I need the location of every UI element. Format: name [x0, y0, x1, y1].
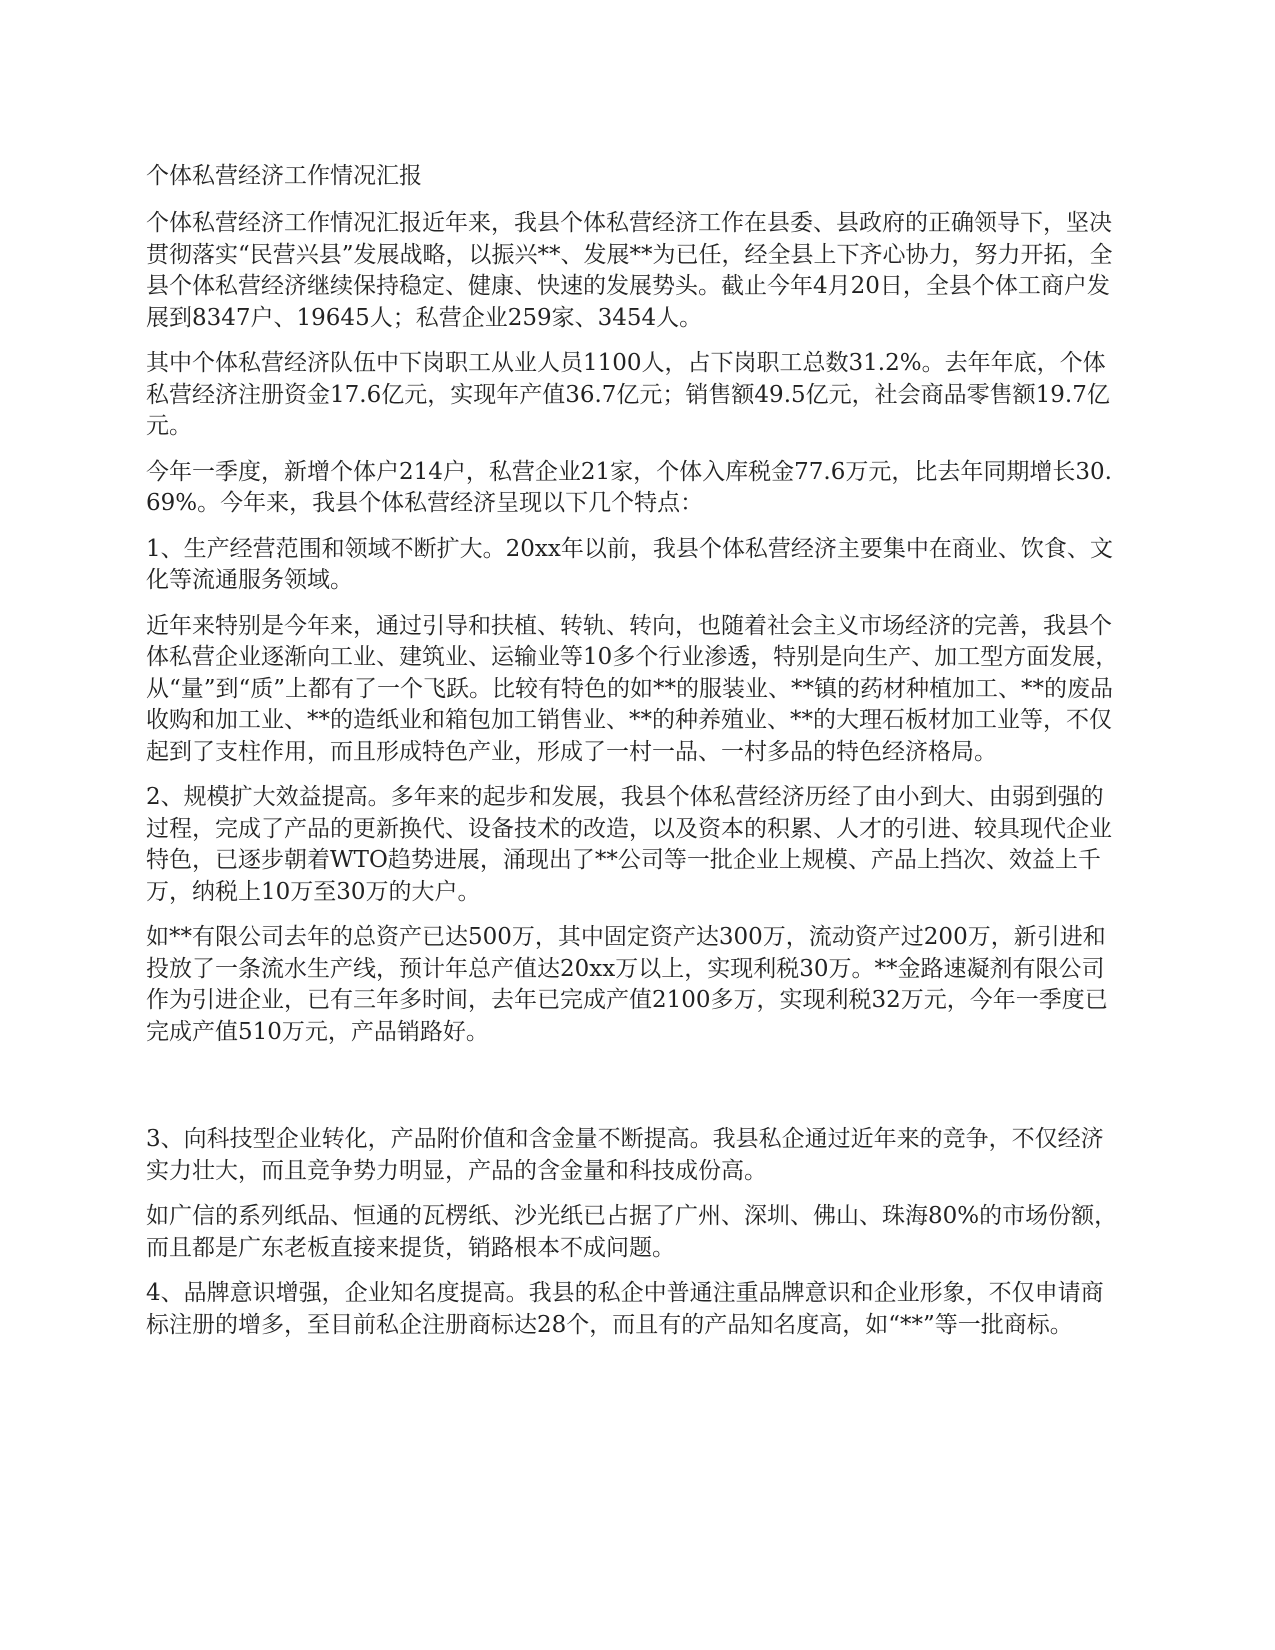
paragraph: 如**有限公司去年的总资产已达500万，其中固定资产达300万，流动资产过200万，新引进和投放了一条流水生产线，预计年总产值达20xx万以上，实现利税30万。**金路速凝剂有限公司作为引进企业，已有三年多时间，去年已完成产值2100多万，实现利税32万元，今年一季度已完成产值510万元，产品销路好。 — [146, 924, 1108, 1045]
paragraph: 如广信的系列纸品、恒通的瓦楞纸、沙光纸已占据了广州、深圳、佛山、珠海80%的市场份额，而且都是广东老板直接来提货，销路根本不成问题。 — [146, 1203, 1118, 1261]
paragraph: 3、向科技型企业转化，产品附价值和含金量不断提高。我县私企通过近年来的竞争，不仅经济实力壮大，而且竞争势力明显，产品的含金量和科技成份高。 — [146, 1126, 1104, 1184]
paragraph: 其中个体私营经济队伍中下岗职工从业人员1100人，占下岗职工总数31.2%。去年年底，个体私营经济注册资金17.6亿元，实现年产值36.7亿元；销售额49.5亿元，社会商品零售额19.7亿元。 — [146, 350, 1110, 439]
paragraph: 4、品牌意识增强，企业知名度提高。我县的私企中普通注重品牌意识和企业形象，不仅申请商标注册的增多，至目前私企注册商标达28个，而且有的产品知名度高，如“**”等一批商标。 — [146, 1280, 1104, 1338]
paragraph: 近年来特别是今年来，通过引导和扶植、转轨、转向，也随着社会主义市场经济的完善，我县个体私营企业逐渐向工业、建筑业、运输业等10多个行业渗透，特别是向生产、加工型方面发展，从“量”到“质”上都有了一个飞跃。比较有特色的如**的服装业、**镇的药材种植加工、**的废品收购和加工业、**的造纸业和箱包加工销售业、**的种养殖业、**的大理石板材加工业等，不仅起到了支柱作用，而且形成特色产业，形成了一村一品、一村多品的特色经济格局。 — [146, 612, 1119, 765]
paragraph: 2、规模扩大效益提高。多年来的起步和发展，我县个体私营经济历经了由小到大、由弱到强的过程，完成了产品的更新换代、设备技术的改造，以及资本的积累、人才的引进、较具现代企业特色，已逐步朝着WTO趋势进展，涌现出了**公司等一批企业上规模、产品上挡次、效益上千万，纳税上10万至30万的大户。 — [146, 784, 1112, 905]
paragraph: 1、生产经营范围和领域不断扩大。20xx年以前，我县个体私营经济主要集中在商业、饮食、文化等流通服务领域。 — [146, 535, 1113, 593]
document-page — [146, 158, 1126, 1341]
document-title: 个体私营经济工作情况汇报 — [146, 163, 422, 189]
section-break — [146, 1062, 1126, 1124]
paragraph: 今年一季度，新增个体户214户，私营企业21家，个体入库税金77.6万元，比去年同期增长30.69%。今年来，我县个体私营经济呈现以下几个特点： — [146, 458, 1112, 516]
paragraph: 个体私营经济工作情况汇报近年来，我县个体私营经济工作在县委、县政府的正确领导下，坚决贯彻落实“民营兴县”发展战略，以振兴**、发展**为已任，经全县上下齐心协力，努力开拓，全县个体私营经济继续保持稳定、健康、快速的发展势头。截止今年4月20日，全县个体工商户发展到8347户、19645人；私营企业259家、3454人。 — [146, 210, 1113, 331]
